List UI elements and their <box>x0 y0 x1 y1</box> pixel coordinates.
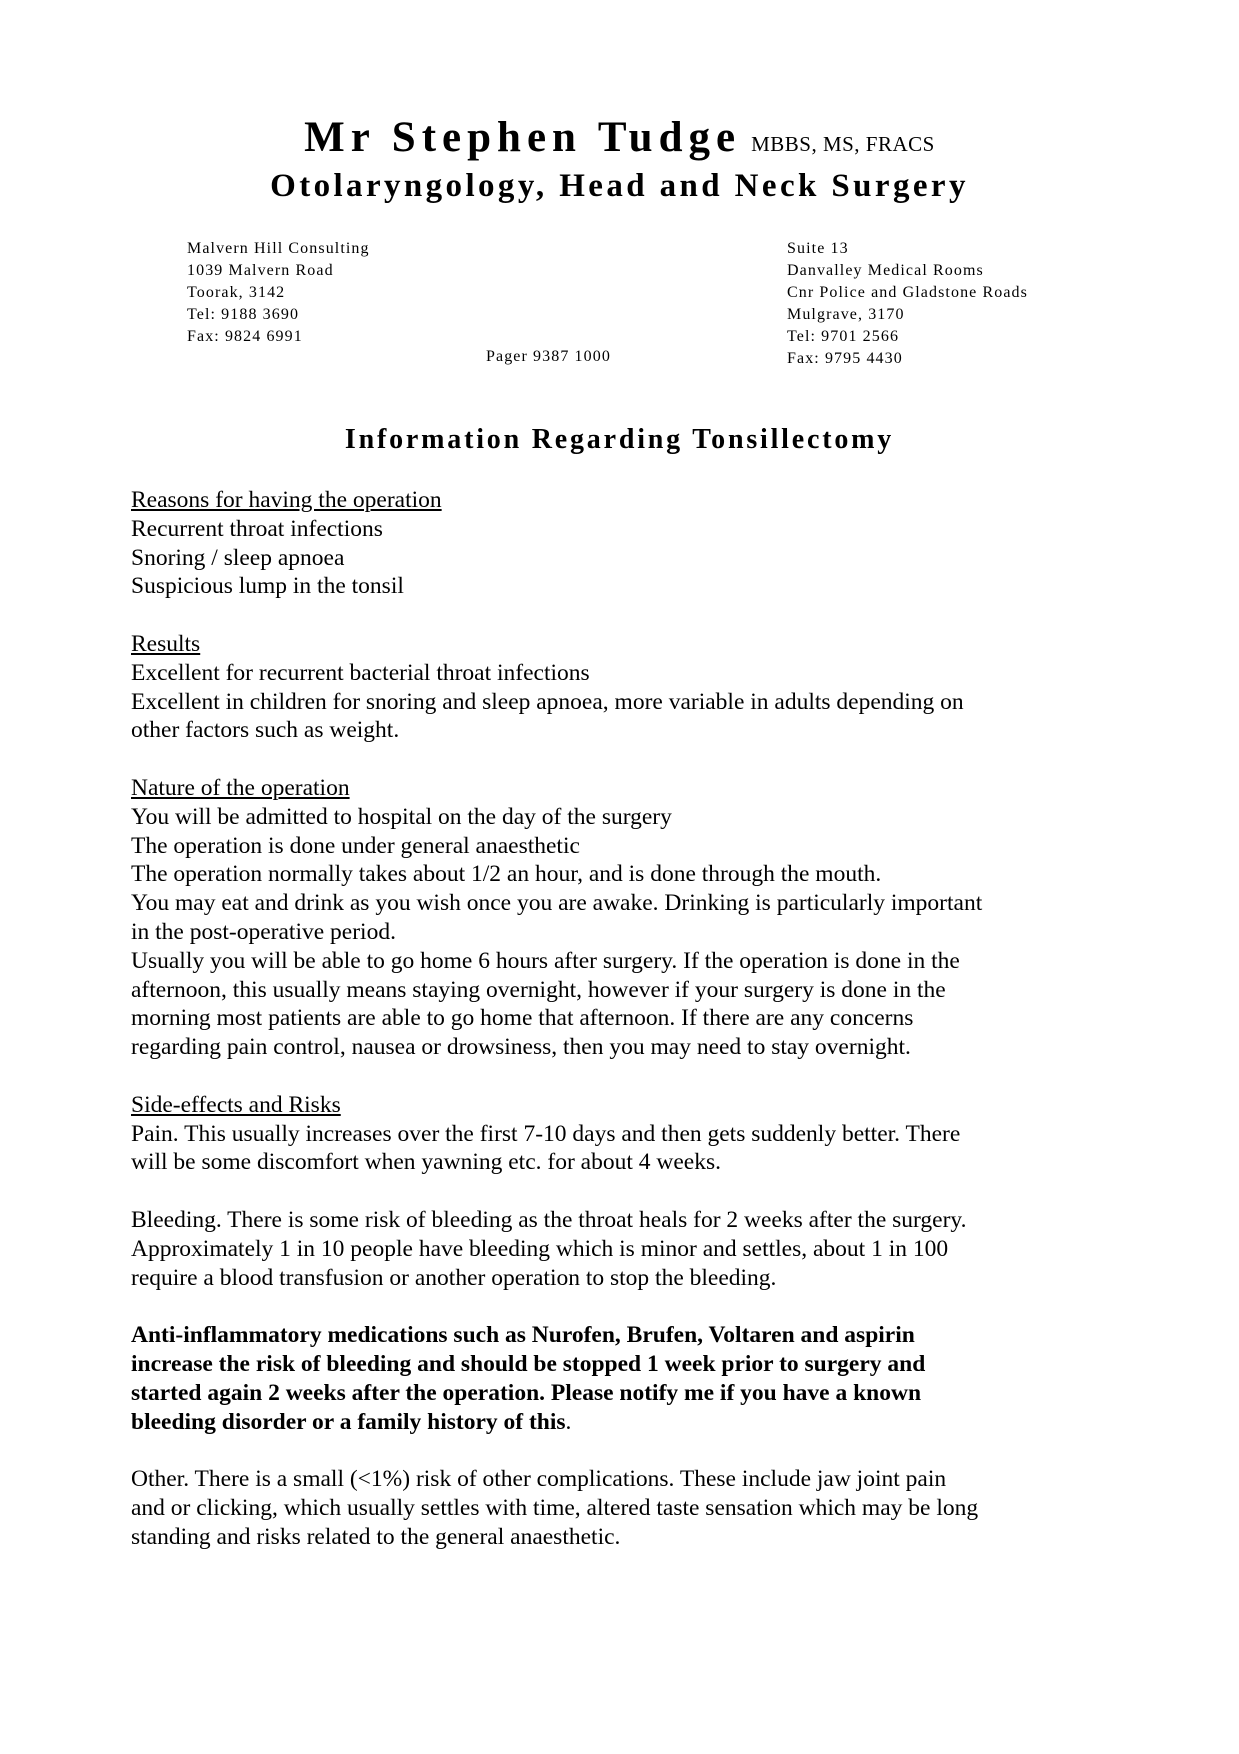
text-line: Suspicious lump in the tonsil <box>131 573 404 600</box>
address-line: Fax: 9795 4430 <box>787 350 903 367</box>
section-heading: Nature of the operation <box>131 774 350 801</box>
text-line: Bleeding. There is some risk of bleeding as the throat heals for 2 weeks after the surgery. <box>131 1206 967 1233</box>
address-line: Fax: 9824 6991 <box>187 328 303 345</box>
address-line: Suite 13 <box>787 240 849 257</box>
text-line: Usually you will be able to go home 6 hours after surgery. If the operation is done in the <box>131 947 960 974</box>
specialty-title: Otolaryngology, Head and Neck Surgery <box>270 168 969 204</box>
address-line: Mulgrave, 3170 <box>787 306 905 323</box>
warning-line: Anti-inflammatory medications such as Nurofen, Brufen, Voltaren and aspirin <box>131 1322 915 1349</box>
section-nature <box>131 774 1071 1062</box>
section-reasons <box>131 486 1071 601</box>
text-line: other factors such as weight. <box>131 717 400 744</box>
address-line: Malvern Hill Consulting <box>187 240 370 257</box>
text-line: You may eat and drink as you wish once you are awake. Drinking is particularly important <box>131 890 983 917</box>
paragraph-other <box>131 1465 1071 1551</box>
text-line: in the post-operative period. <box>131 918 396 945</box>
address-line: Tel: 9701 2566 <box>787 328 900 345</box>
text-line: standing and risks related to the general anaesthetic. <box>131 1523 621 1550</box>
address-line: Toorak, 3142 <box>187 284 286 301</box>
warning-line: increase the risk of bleeding and should be stopped 1 week prior to surgery and <box>131 1350 926 1377</box>
doctor-name: Mr Stephen Tudge <box>304 114 742 161</box>
text-line: Other. There is a small (<1%) risk of other complications. These include jaw joint pain <box>131 1466 947 1493</box>
address-line: 1039 Malvern Road <box>187 262 334 279</box>
address-mulgrave <box>787 238 1028 370</box>
letterhead-name <box>0 113 1239 162</box>
paragraph-warning <box>131 1321 1071 1436</box>
address-malvern <box>187 238 370 348</box>
text-line: The operation is done under general anaesthetic <box>131 832 580 859</box>
text-line: and or clicking, which usually settles with time, altered taste sensation which may be long <box>131 1494 979 1521</box>
warning-line-last <box>131 1408 1071 1437</box>
paragraph-bleeding <box>131 1206 1071 1292</box>
section-results <box>131 630 1071 745</box>
section-risks <box>131 1091 1071 1552</box>
section-heading: Side-effects and Risks <box>131 1091 341 1118</box>
text-line: Pain. This usually increases over the first 7-10 days and then gets suddenly better. There <box>131 1120 961 1147</box>
warning-text: bleeding disorder or a family history of this <box>131 1408 566 1435</box>
warning-line: started again 2 weeks after the operation. Please notify me if you have a known <box>131 1379 922 1406</box>
text-line: regarding pain control, nausea or drowsiness, then you may need to stay overnight. <box>131 1034 911 1061</box>
text-line: You will be admitted to hospital on the day of the surgery <box>131 803 672 830</box>
text-line: Approximately 1 in 10 people have bleeding which is minor and settles, about 1 in 100 <box>131 1235 949 1262</box>
text-line: morning most patients are able to go home that afternoon. If there are any concerns <box>131 1005 914 1032</box>
text-line: Excellent in children for snoring and sleep apnoea, more variable in adults depending on <box>131 688 964 715</box>
address-line: Cnr Police and Gladstone Roads <box>787 284 1028 301</box>
text-line: The operation normally takes about 1/2 an hour, and is done through the mouth. <box>131 861 882 888</box>
address-line: Tel: 9188 3690 <box>187 306 300 323</box>
pager-number: Pager 9387 1000 <box>486 348 611 365</box>
section-heading: Results <box>131 630 201 657</box>
address-line: Danvalley Medical Rooms <box>787 262 984 279</box>
warning-period: . <box>565 1408 572 1435</box>
paragraph-pain <box>131 1120 1071 1178</box>
document-title: Information Regarding Tonsillectomy <box>344 424 895 455</box>
text-line: require a blood transfusion or another operation to stop the bleeding. <box>131 1264 777 1291</box>
document-body <box>131 486 1071 1580</box>
text-line: will be some discomfort when yawning etc. for about 4 weeks. <box>131 1149 721 1176</box>
text-line: afternoon, this usually means staying overnight, however if your surgery is done in the <box>131 976 946 1003</box>
section-heading: Reasons for having the operation <box>131 487 442 513</box>
doctor-qualifications: MBBS, MS, FRACS <box>751 132 935 156</box>
text-line: Snoring / sleep apnoea <box>131 544 345 571</box>
text-line: Recurrent throat infections <box>131 515 383 542</box>
text-line: Excellent for recurrent bacterial throat infections <box>131 659 590 686</box>
